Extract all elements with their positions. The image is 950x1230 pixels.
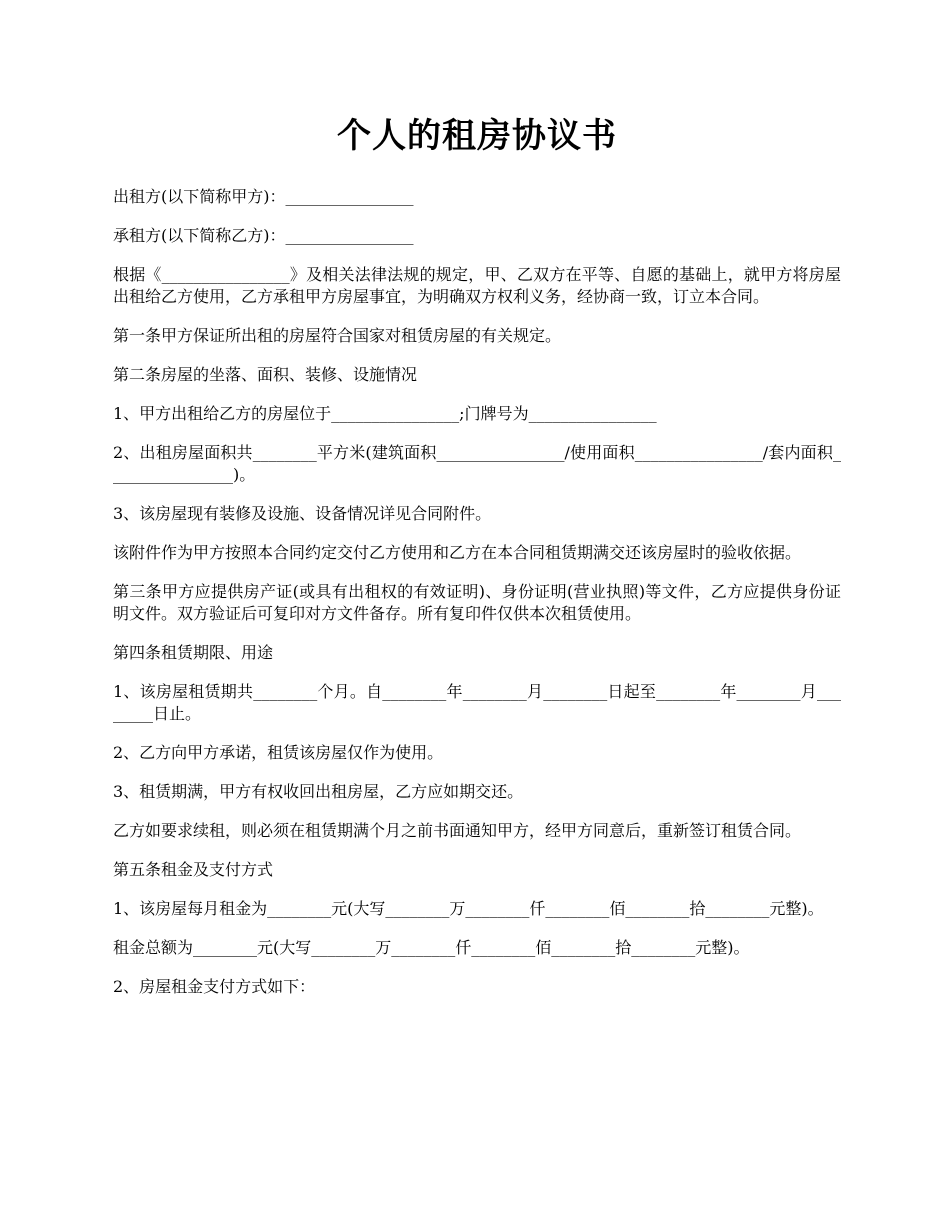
paragraph-article-4-heading: 第四条租赁期限、用途 bbox=[113, 643, 274, 662]
paragraph-article-2-item-1: 1、甲方出租给乙方的房屋位于________________;门牌号为________________ bbox=[113, 404, 657, 423]
paragraph-article-2-heading: 第二条房屋的坐落、面积、装修、设施情况 bbox=[113, 365, 418, 384]
paragraph-article-5-heading: 第五条租金及支付方式 bbox=[113, 860, 274, 879]
paragraph-preamble: 根据《________________》及相关法律法规的规定，甲、乙双方在平等、自愿的基础上，就甲方将房屋出租给乙方使用，乙方承租甲方房屋事宜，为明确双方权利义务，经协商一致，订立本合同。 bbox=[113, 265, 841, 306]
paragraph-lessor: 出租方(以下简称甲方)：________________ bbox=[113, 187, 414, 206]
paragraph-attachment-note: 该附件作为甲方按照本合同约定交付乙方使用和乙方在本合同租赁期满交还该房屋时的验收依据。 bbox=[113, 543, 802, 562]
paragraph-article-2-item-2: 2、出租房屋面积共________平方米(建筑面积________________/使用面积________________/套内面积________________)。 bbox=[113, 443, 841, 484]
paragraph-article-2-item-3: 3、该房屋现有装修及设施、设备情况详见合同附件。 bbox=[113, 504, 492, 523]
paragraph-lessee: 承租方(以下简称乙方)：________________ bbox=[113, 226, 414, 245]
paragraph-article-4-item-1: 1、该房屋租赁期共________个月。自________年________月________日起至________年________月________日止。 bbox=[113, 682, 841, 723]
paragraph-rent-total: 租金总额为________元(大写________万________仟________佰________拾________元整)。 bbox=[113, 938, 750, 957]
document-page bbox=[113, 112, 841, 1015]
paragraph-article-4-item-3: 3、租赁期满，甲方有权收回出租房屋，乙方应如期交还。 bbox=[113, 782, 524, 801]
paragraph-renewal-note: 乙方如要求续租，则必须在租赁期满个月之前书面通知甲方，经甲方同意后，重新签订租赁合同。 bbox=[113, 821, 802, 840]
document-title: 个人的租房协议书 bbox=[337, 116, 617, 156]
paragraph-article-1: 第一条甲方保证所出租的房屋符合国家对租赁房屋的有关规定。 bbox=[113, 326, 562, 345]
paragraph-article-5-item-2: 2、房屋租金支付方式如下： bbox=[113, 977, 316, 996]
paragraph-article-5-item-1: 1、该房屋每月租金为________元(大写________万________仟________佰________拾________元整)。 bbox=[113, 899, 824, 918]
paragraph-article-4-item-2: 2、乙方向甲方承诺，租赁该房屋仅作为使用。 bbox=[113, 743, 444, 762]
paragraph-article-3: 第三条甲方应提供房产证(或具有出租权的有效证明)、身份证明(营业执照)等文件，乙方应提供身份证明文件。双方验证后可复印对方文件备存。所有复印件仅供本次租赁使用。 bbox=[113, 582, 841, 623]
